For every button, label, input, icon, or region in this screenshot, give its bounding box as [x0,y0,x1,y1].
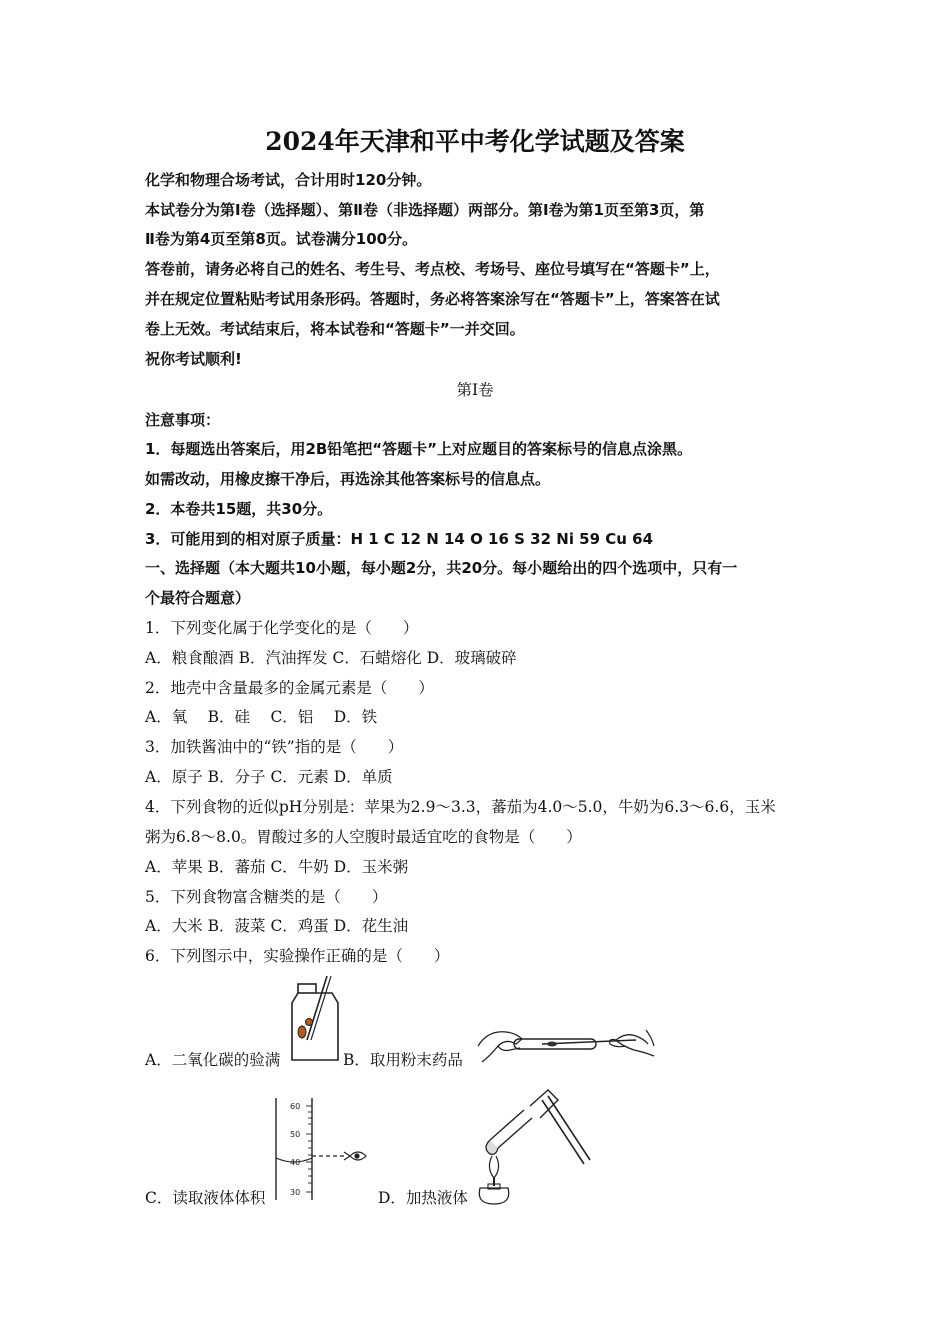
intro-line-2: 本试卷分为第Ⅰ卷（选择题）、第Ⅱ卷（非选择题）两部分。第Ⅰ卷为第1页至第3页，第 [145,201,705,219]
question-4-options: A．苹果 B．蕃茄 C．牛奶 D．玉米粥 [145,858,409,876]
question-1-options: A．粮食酿酒 B．汽油挥发 C．石蜡熔化 D．玻璃破碎 [145,649,517,667]
note-line-3: 2．本卷共15题，共30分。 [145,500,333,518]
page-title: 2024年天津和平中考化学试题及答案 [265,127,685,156]
section-one-heading: 一、选择题（本大题共10小题，每小题2分，共20分。每小题给出的四个选项中，只有一 [145,559,738,577]
note-line-1: 1．每题选出答案后，用2B铅笔把“答题卡”上对应题目的答案标号的信息点涂黑。 [145,440,693,458]
intro-line-4: 答卷前，请务必将自己的姓名、考生号、考点校、考场号、座位号填写在“答题卡”上， [145,260,720,278]
cylinder-tick-40: 40 [290,1158,301,1167]
heating-liquid-illustration [472,1082,600,1208]
note-line-2: 如需改动，用橡皮擦干净后，再选涂其他答案标号的信息点。 [145,470,551,488]
question-6: 6．下列图示中，实验操作正确的是（ ） [145,947,450,965]
section-one-heading-cont: 个最符合题意） [145,589,251,607]
question-4-cont: 粥为6.8～8.0。胃酸过多的人空腹时最适宜吃的食物是（ ） [145,828,582,846]
intro-line-7: 祝你考试顺利! [145,350,242,368]
intro-line-1: 化学和物理合场考试，合计用时120分钟。 [145,171,432,189]
question-1: 1．下列变化属于化学变化的是（ ） [145,619,419,637]
question-3: 3．加铁酱油中的“铁”指的是（ ） [145,738,404,756]
graduated-cylinder-illustration [270,1096,370,1204]
cylinder-tick-60: 60 [290,1102,301,1111]
question-4: 4．下列食物的近似pH分别是：苹果为2.9～3.3，蕃茄为4.0～5.0，牛奶为6.3～6.6，玉米 [145,798,776,816]
q6-option-b-label: B．取用粉末药品 [343,1051,463,1069]
intro-line-5: 并在规定位置粘贴考试用条形码。答题时，务必将答案涂写在“答题卡”上，答案答在试 [145,290,720,308]
co2-test-illustration [285,972,345,1070]
question-3-options: A．原子 B．分子 C．元素 D．单质 [145,768,393,786]
q6-option-a-label: A．二氧化碳的验满 [145,1051,281,1069]
cylinder-tick-30: 30 [290,1188,301,1197]
intro-line-3: Ⅱ卷为第4页至第8页。试卷满分100分。 [145,230,418,248]
cylinder-tick-50: 50 [290,1130,301,1139]
question-2: 2．地壳中含量最多的金属元素是（ ） [145,679,434,697]
q6-option-c-label: C．读取液体体积 [145,1189,266,1207]
section-title: 第Ⅰ卷 [456,381,494,399]
notes-heading: 注意事项： [145,411,221,429]
q6-option-d-label: D．加热液体 [378,1189,468,1207]
question-2-options: A．氧 B．硅 C．铝 D．铁 [145,708,378,726]
intro-line-6: 卷上无效。考试结束后，将本试卷和“答题卡”一并交回。 [145,320,525,338]
question-5: 5．下列食物富含糖类的是（ ） [145,888,388,906]
powder-taking-illustration [476,1016,656,1074]
question-5-options: A．大米 B．菠菜 C．鸡蛋 D．花生油 [145,917,409,935]
note-line-4: 3．可能用到的相对原子质量：H 1 C 12 N 14 O 16 S 32 Ni 59 Cu 64 [145,530,654,548]
